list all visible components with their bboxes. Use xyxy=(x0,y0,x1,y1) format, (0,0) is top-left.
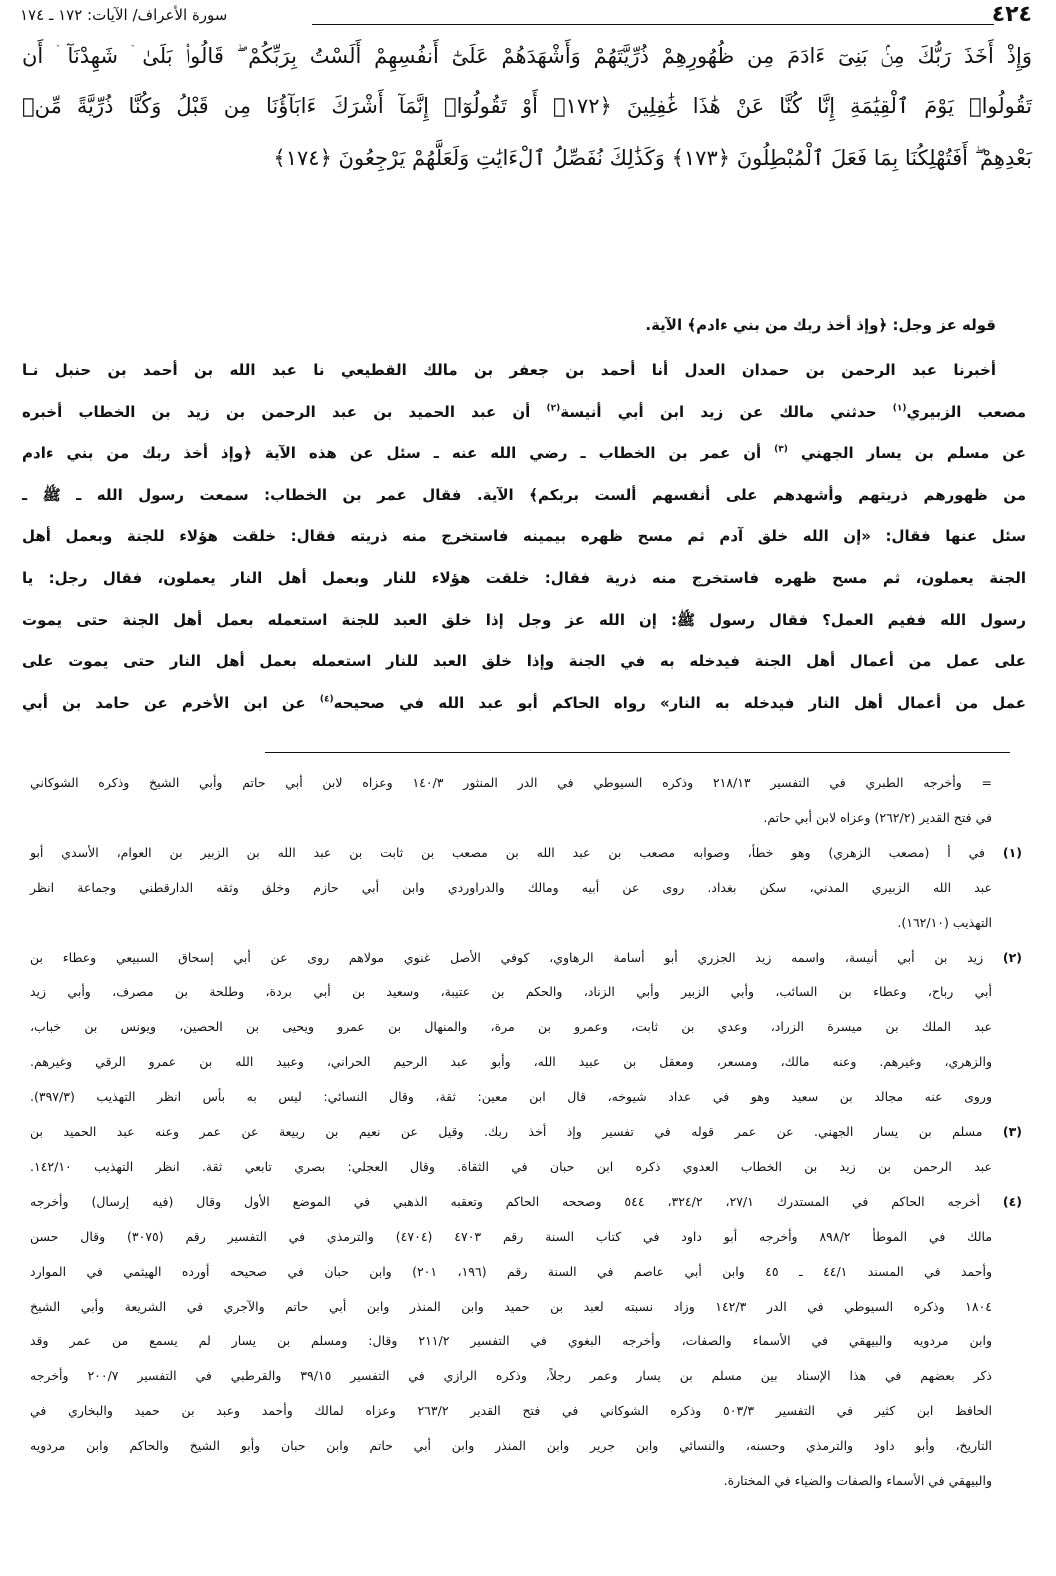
text-segment: ذكر بعضهم في هذا الإسناد بين مسلم بن يسار وعمر رجلاً، وذكره الرازي في التفسير ٣٩/١٥ والقرطبي في التفسير ٢٠٠/٧ وأخرجه xyxy=(30,1368,992,1384)
footnote-line xyxy=(30,1327,992,1355)
text-segment: = وأخرجه الطبري في التفسير ٢١٨/١٣ وذكره السيوطي في الدر المنثور ١٤٠/٣ وعزاه لابن أبي حاتم وأبي الشيخ وذكره الشوكاني xyxy=(30,775,992,790)
footnote-line xyxy=(30,1293,992,1321)
footnote-line xyxy=(30,1397,992,1425)
paragraph-line xyxy=(22,686,1026,720)
text-segment: (٢) xyxy=(1002,949,1022,965)
text-segment: عن ابن الأخرم عن حامد بن أبي xyxy=(22,693,320,712)
paragraph-line xyxy=(22,603,1026,637)
paragraph-line xyxy=(22,395,1026,429)
text-segment: أن عبد الحميد بن عبد الرحمن بن زيد بن الخطاب أخبره xyxy=(22,402,547,421)
footnote-separator xyxy=(265,752,1010,753)
footnote-line xyxy=(30,944,1022,972)
text-segment: وأحمد في المسند ٤٤/١ ـ ٤٥ وابن أبي عاصم في السنة رقم (١٩٦، ٢٠١) وابن حبان في صحيحه أورده الهيثمي في الموارد xyxy=(30,1263,992,1279)
footnote-line xyxy=(30,1153,992,1181)
text-segment: والزهري، وغيرهم. وعنه مالك، ومسعر، ومعقل بن عبيد الله، وأبو عبد الرحيم الحراني، وعبيد الله بن عمرو الرقي وغيرهم. xyxy=(30,1054,992,1070)
paragraph-line xyxy=(22,478,1026,512)
text-segment: (٣) xyxy=(1002,1124,1022,1139)
running-title: سورة الأعراف/ الآيات: ١٧٢ ـ ١٧٤ xyxy=(20,6,228,24)
text-segment: بَعْدِهِمْ ۖ أَفَتُهْلِكُنَا بِمَا فَعَلَ ٱلْمُبْطِلُونَ ﴿١٧٣﴾ وَكَذَٰلِكَ نُفَصِّلُ ٱلْءَايَٰتِ وَلَعَلَّهُمْ يَرْجِعُونَ ﴿١٧٤﴾ xyxy=(273,146,1032,170)
footnote-line xyxy=(30,1013,992,1041)
text-segment: ١٨٠٤ وذكره السيوطي في الدر ١٤٢/٣ وزاد نسبته لعبد بن حميد وابن المنذر وابن أبي حاتم والآجري في الشريعة وأبي الشيخ xyxy=(30,1298,993,1314)
text-segment: (٤) xyxy=(1002,1193,1022,1209)
text-segment: عن مسلم بن يسار الجهني xyxy=(787,444,1026,463)
text-segment: أخبرنا عبد الرحمن بن حمدان العدل أنا أحمد بن جعفر بن مالك القطيعي نا عبد الله بن أحمد بن حنبل نـا xyxy=(22,361,996,379)
text-segment: أبي رباح، وعطاء بن السائب، وأبي الزبير وأبي الزناد، والحكم بن عتيبة، وسعيد بن أبي بردة، وطلحة بن مصرف، وأبي زيد xyxy=(30,984,992,1000)
text-segment: التهذيب (١٦٢/١٠). xyxy=(897,914,992,930)
heading-line xyxy=(22,308,996,342)
footnote-line xyxy=(30,909,992,937)
paragraph-line xyxy=(22,519,1026,553)
footnote-marker: (٤) xyxy=(319,694,334,705)
footnote-line xyxy=(30,804,992,832)
paragraph-line xyxy=(22,353,996,387)
text-segment: على عمل من أعمال أهل الجنة فيدخله به في الجنة وإذا خلق العبد للنار استعمله بعمل أهل النار حتى يموت على xyxy=(22,652,1026,671)
text-segment: والبيهقي في الأسماء والصفات والضياء في المختارة. xyxy=(723,1473,992,1488)
footnote-line xyxy=(30,769,992,797)
footnote-line xyxy=(30,1083,992,1111)
text-segment: من ظهورهم ذريتهم وأشهدهم على أنفسهم ألست بربكم﴾ xyxy=(529,485,1026,504)
text-segment: حدثني مالك عن زيد ابن أبي أنيسة xyxy=(560,402,893,421)
text-segment: مالك في الموطأ ٨٩٨/٢ وأخرجه أبو داود في كتاب السنة رقم ٤٧٠٣ (٤٧٠٤) والترمذي في التفسير رقم (٣٠٧٥) وقال حسن xyxy=(30,1228,993,1244)
text-segment: أخرجه الحاكم في المستدرك ٢٧/١، ٣٢٤/٢، ٥٤٤ وصححه الحاكم وتعقبه الذهبي في الموضع الأول وقال (فيه إرسال) وأخرجه xyxy=(30,1193,1003,1209)
text-segment: ﴿وإذ أخذ ربك من بني ءادم xyxy=(22,444,252,463)
text-segment: عمل من أعمال أهل النار فيدخله به النار» رواه الحاكم أبو عبد الله في صحيحه xyxy=(333,693,1026,712)
text-segment: وابن مردويه والبيهقي في الأسماء والصفات، وأخرجه البغوي في التفسير ٢١١/٢ وقال: ومسلم بن يسار لم يسمع من عمر وقد xyxy=(30,1333,992,1349)
text-segment: سئل عنها فقال: «إن الله خلق آدم ثم مسح ظهره بيمينه فاستخرج منه ذريته فقال: خلقت هؤلاء للجنة وبعمل أهل xyxy=(22,527,1026,546)
text-segment: مصعب الزبيري xyxy=(906,402,1027,421)
text-segment: في أ (مصعب الزهري) وهو خطأ، وصوابه مصعب بن عبد الله بن مصعب بن ثابت بن عبد الله بن الزبير بن العوام، الأسدي أبو xyxy=(30,844,1003,860)
text-segment: في فتح القدير (٢٦٢/٢) وعزاه لابن أبي حاتم. xyxy=(763,809,992,825)
text-segment: زيد بن أبي أنيسة، واسمه زيد الجزري أبو أسامة الرهاوي، كوفي الأصل غنوي مولاهم روى عن أبي إسحاق السبيعي وعطاء بن xyxy=(30,949,1003,965)
text-segment: عبد الملك بن ميسرة الزراد، وعدي بن ثابت، وعمرو بن مرة، والمنهال بن عمرو ويحيى بن الحصين، ويونس بن خباب، xyxy=(30,1019,992,1035)
footnote-line xyxy=(30,1048,992,1076)
footnote-line xyxy=(30,1362,992,1390)
footnote-line xyxy=(30,978,992,1006)
paragraph-line xyxy=(22,561,1026,595)
footnote-line xyxy=(30,1467,992,1495)
quran-line xyxy=(22,34,1032,78)
text-segment: ﴿وإذ أخذ ربك من بني ءادم﴾ xyxy=(687,316,888,334)
footnote-marker: (١) xyxy=(892,403,907,414)
text-segment: التاريخ، وأبو داود والترمذي وحسنه، والنسائي وابن جرير وابن المنذر وابن أبي حاتم وابن حبان وأبو الشيخ والحاكم وابن مردويه xyxy=(30,1438,992,1454)
text-segment: عبد الرحمن بن زيد بن الخطاب العدوي ذكره ابن حبان في الثقاة. وقال العجلي: بصري تابعي ثقة. انظر التهذيب ١٤٢/١٠. xyxy=(30,1158,992,1174)
text-segment: الحافظ ابن كثير في التفسير ٥٠٣/٣ وذكره الشوكاني في فتح القدير ٢٦٣/٢ وعزاه لمالك وأحمد وعبد بن حميد والبخاري في xyxy=(30,1403,993,1419)
text-segment: قوله عز وجل: xyxy=(887,316,996,334)
footnote-line xyxy=(30,1432,992,1460)
text-segment: الآية. xyxy=(645,316,688,334)
footnote-marker: (٣) xyxy=(774,444,788,455)
text-segment: الجنة يعملون، ثم مسح ظهره فاستخرج منه ذرية فقال: خلقت هؤلاء للنار وبعمل أهل النار يعملون، فقال رجل: يا xyxy=(22,569,1026,587)
text-segment: وَإِذْ أَخَذَ رَبُّكَ مِنۢ بَنِىٓ ءَادَمَ مِن ظُهُورِهِمْ ذُرِّيَّتَهُمْ وَأَشْهَدَهُمْ عَلَىٰٓ أَنفُسِهِمْ أَلَسْتُ بِرَبِّكُمْ ۖ قَالُوا۟ بَلَىٰ ۛ شَهِدْنَآ ۛ أَن xyxy=(22,44,1032,68)
text-segment: رسول الله ففيم العمل؟ فقال رسول ﷺ: إن الله عز وجل إذا خلق العبد للجنة استعمله بعمل أهل الجنة حتى يموت xyxy=(22,610,1026,629)
page-number: ٤٢٤ xyxy=(991,2,1032,27)
footnote-marker: (٢) xyxy=(546,403,561,414)
quran-line xyxy=(22,84,1032,128)
header-rule xyxy=(312,24,994,25)
footnote-line xyxy=(30,839,1022,867)
text-segment: تَقُولُوا۟ يَوْمَ ٱلْقِيَٰمَةِ إِنَّا كُنَّا عَنْ هَٰذَا غَٰفِلِينَ ﴿١٧٢﴾ أَوْ تَقُولُوٓا۟ إِنَّمَآ أَشْرَكَ ءَابَآؤُنَا مِن قَبْلُ وَكُنَّا ذُرِّيَّةً مِّنۢ xyxy=(22,94,1032,118)
text-segment: (١) xyxy=(1002,844,1022,860)
text-segment: أن عمر بن الخطاب ـ رضي الله عنه ـ سئل عن هذه الآية xyxy=(251,444,775,463)
footnote-line xyxy=(30,1188,1022,1216)
paragraph-line xyxy=(22,644,1026,678)
footnote-line xyxy=(30,1258,992,1286)
footnote-line xyxy=(30,1223,992,1251)
paragraph-line xyxy=(22,436,1026,470)
footnote-line xyxy=(30,874,992,902)
text-segment: عبد الله الزبيري المدني، سكن بغداد. روى عن أبيه ومالك والدراوردي وابن أبي حازم وخلق وثقه الدارقطني وجماعة انظر xyxy=(30,879,992,895)
footnote-line xyxy=(30,1118,1022,1146)
text-segment: وروى عنه مجالد بن سعيد وهو في عداد شيوخه، قال ابن معين: ثقة، وقال النسائي: ليس به بأس انظر التهذيب (٣٩٧/٣). xyxy=(30,1089,992,1105)
text-segment: مسلم بن يسار الجهني. عن عمر قوله في تفسير وإذ أخذ ربك. وقيل عن نعيم بن ربيعة عن عمر وعنه عبد الحميد بن xyxy=(30,1124,1003,1139)
quran-line xyxy=(22,136,1032,180)
text-segment: الآية. فقال عمر بن الخطاب: سمعت رسول الله ـ ﷺ ـ xyxy=(22,485,530,504)
